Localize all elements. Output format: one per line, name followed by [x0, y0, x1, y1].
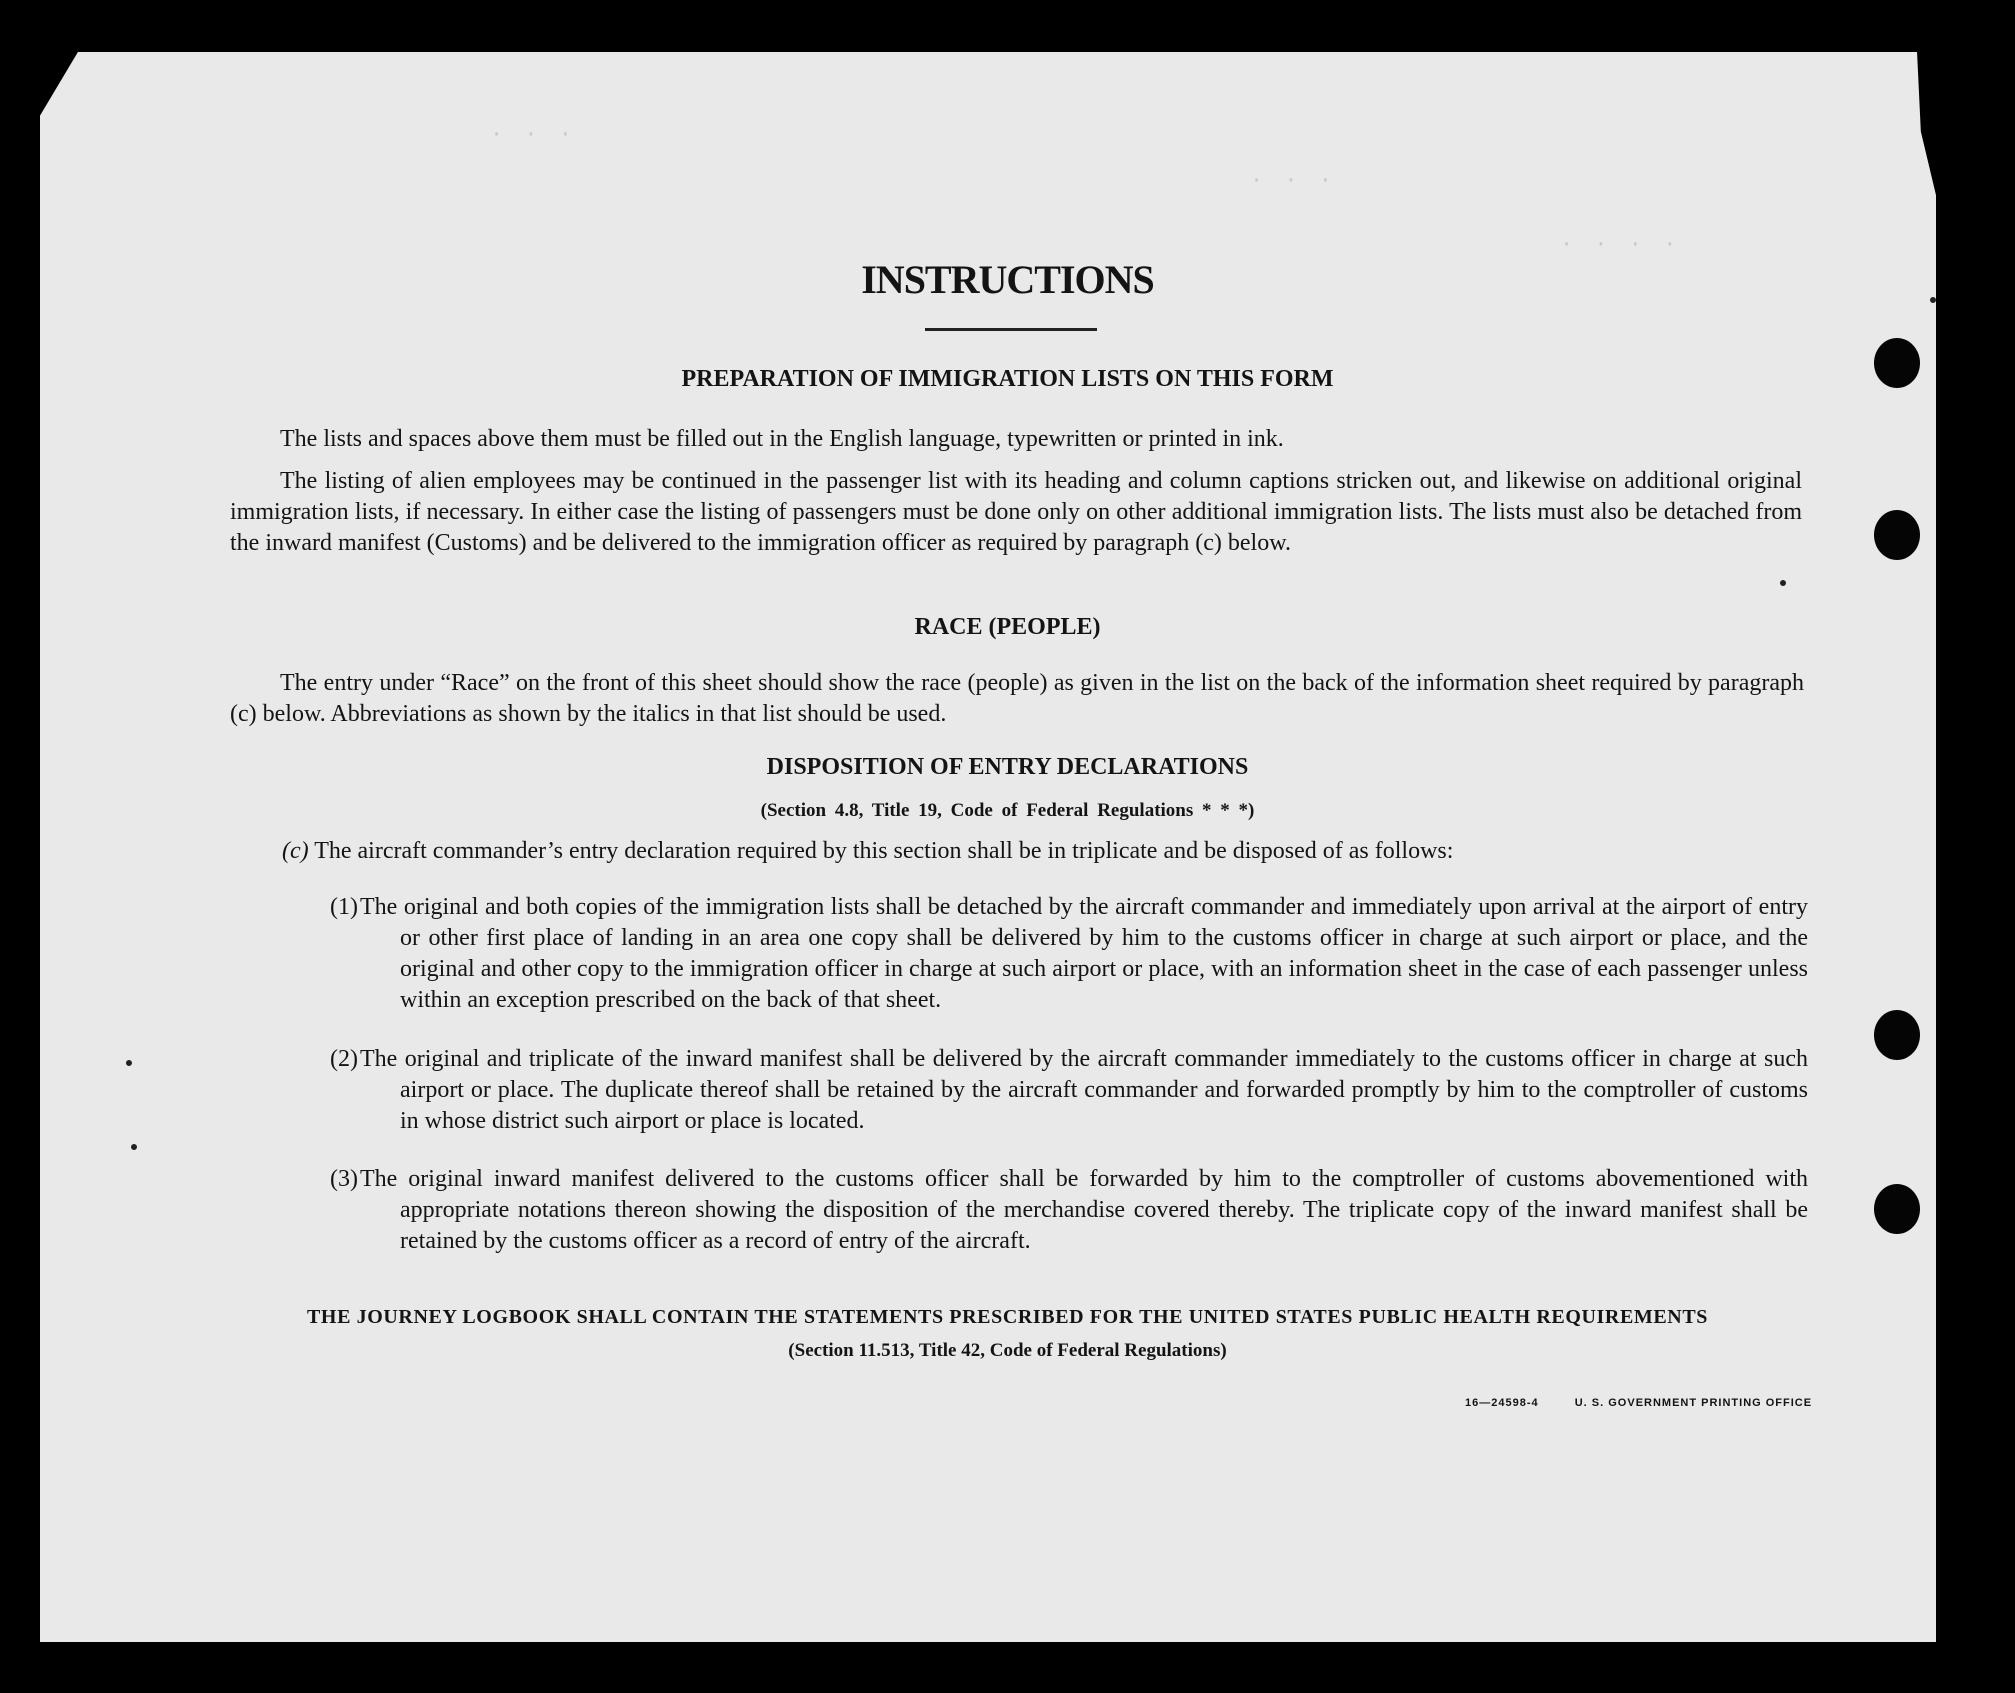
- item-marker: (1): [330, 894, 358, 920]
- item-text: The original inward manifest delivered to the customs officer shall be forwarded by him to the comptroller of customs abovementioned with appropriate notations thereon showing the disposition of the merchandise covered thereby. The triplicate copy of the inward manifest shall be retained by the customs officer as a record of entry of the aircraft.: [360, 1166, 1808, 1254]
- intro-marker: (c): [282, 838, 309, 864]
- intro-text: The aircraft commander’s entry declaration required by this section shall be in triplicate and be disposed of as follows:: [314, 838, 1454, 864]
- disposition-intro: [282, 836, 1822, 867]
- title-underline: [925, 328, 1097, 331]
- printer-imprint: [1465, 1397, 1812, 1409]
- list-item: [330, 1164, 1808, 1257]
- page-title: INSTRUCTIONS: [861, 257, 1154, 302]
- health-citation: (Section 11.513, Title 42, Code of Federal Regulations): [788, 1340, 1227, 1361]
- item-text: The original and triplicate of the inward manifest shall be delivered by the aircraft commander immediately to the customs officer in charge at such airport or place. The duplicate thereof shall be retained by the aircraft commander and forwarded promptly by him to the comptroller of customs in whose district such airport or place is located.: [360, 1046, 1808, 1134]
- punch-hole: [1874, 510, 1920, 560]
- ink-speck: [126, 1060, 132, 1066]
- item-marker: (2): [330, 1046, 358, 1072]
- list-item: [330, 1044, 1808, 1137]
- preparation-paragraph-1: The lists and spaces above them must be filled out in the English language, typewritten or printed in ink.: [280, 426, 1284, 452]
- list-item: [330, 892, 1808, 1016]
- form-number: 16—24598-4: [1465, 1397, 1539, 1409]
- punch-hole: [1874, 1010, 1920, 1060]
- ink-speck: [131, 1144, 137, 1150]
- section-heading-preparation: PREPARATION OF IMMIGRATION LISTS ON THIS FORM: [681, 366, 1334, 392]
- health-requirements-statement: THE JOURNEY LOGBOOK SHALL CONTAIN THE STATEMENTS PRESCRIBED FOR THE UNITED STATES PUBLIC HEALTH REQUIREMENTS: [306, 1306, 1709, 1328]
- disposition-citation: (Section 4.8, Title 19, Code of Federal Regulations * * *): [760, 800, 1255, 821]
- ink-speck: [1780, 580, 1786, 586]
- section-heading-disposition: DISPOSITION OF ENTRY DECLARATIONS: [766, 754, 1249, 780]
- race-paragraph: The entry under “Race” on the front of this sheet should show the race (people) as given in the list on the back of the information sheet required by paragraph (c) below. Abbreviations as shown by the italics in that list should be used.: [230, 670, 1804, 727]
- printer-name: U. S. GOVERNMENT PRINTING OFFICE: [1574, 1397, 1813, 1409]
- bleed-through-mark: · · ·: [1250, 168, 1337, 193]
- bleed-through-mark: · · ·: [490, 122, 577, 147]
- section-heading-race: RACE (PEOPLE): [914, 614, 1101, 640]
- item-text: The original and both copies of the immigration lists shall be detached by the aircraft commander and immediately upon arrival at the airport of entry or other first place of landing in an area one copy shall be delivered by him to the customs officer in charge at such airport or place, and the original and other copy to the immigration officer in charge at such airport or place, with an information sheet in the case of each passenger unless within an exception prescribed on the back of that sheet.: [360, 894, 1808, 1013]
- item-marker: (3): [330, 1166, 358, 1192]
- preparation-paragraph-2: The listing of alien employees may be continued in the passenger list with its heading and column captions stricken out, and likewise on additional original immigration lists, if necessary. In either case the listing of passengers must be done only on other additional immigration lists. The lists must also be detached from the inward manifest (Customs) and be delivered to the immigration officer as required by paragraph (c) below.: [230, 468, 1802, 556]
- punch-hole: [1874, 1184, 1920, 1234]
- bleed-through-mark: · · · ·: [1560, 232, 1681, 257]
